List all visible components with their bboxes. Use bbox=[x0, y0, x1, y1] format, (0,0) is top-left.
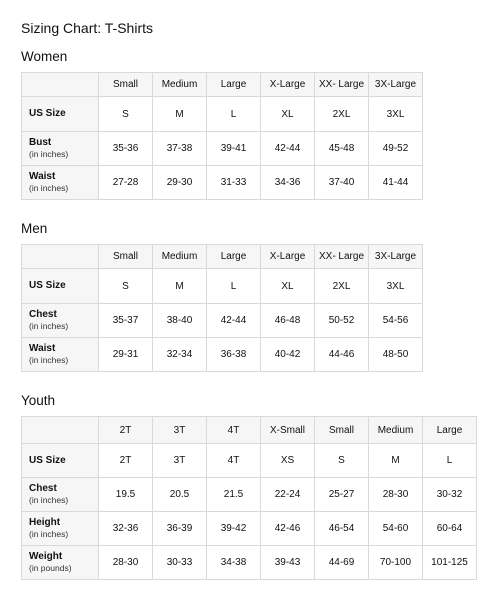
size-value-cell: 42-44 bbox=[207, 304, 261, 338]
section-title-men: Men bbox=[21, 221, 48, 236]
column-header: Large bbox=[207, 245, 261, 269]
size-value-cell: 45-48 bbox=[315, 132, 369, 166]
size-value-cell: 22-24 bbox=[261, 478, 315, 512]
size-value-cell: XS bbox=[261, 444, 315, 478]
size-value-cell: 3XL bbox=[369, 269, 423, 304]
row-label-cell bbox=[22, 166, 99, 200]
table-header-row bbox=[22, 417, 477, 444]
size-value-cell: 101-125 bbox=[423, 546, 477, 580]
table-row bbox=[22, 546, 477, 580]
size-value-cell: 50-52 bbox=[315, 304, 369, 338]
header-corner-cell bbox=[22, 417, 99, 444]
size-table-youth bbox=[21, 416, 477, 580]
row-label: US Size bbox=[29, 454, 66, 466]
table-row bbox=[22, 269, 423, 304]
size-value-cell: 28-30 bbox=[369, 478, 423, 512]
size-value-cell: 4T bbox=[207, 444, 261, 478]
size-value-cell: L bbox=[423, 444, 477, 478]
table-row bbox=[22, 97, 423, 132]
size-value-cell: 38-40 bbox=[153, 304, 207, 338]
size-value-cell: 46-54 bbox=[315, 512, 369, 546]
size-value-cell: 20.5 bbox=[153, 478, 207, 512]
column-header: Small bbox=[99, 73, 153, 97]
size-value-cell: 29-30 bbox=[153, 166, 207, 200]
size-value-cell: 2XL bbox=[315, 269, 369, 304]
page-title: Sizing Chart: T-Shirts bbox=[21, 20, 154, 36]
table-row bbox=[22, 132, 423, 166]
column-header: 3X-Large bbox=[369, 73, 423, 97]
table-row bbox=[22, 304, 423, 338]
size-value-cell: 34-36 bbox=[261, 166, 315, 200]
size-value-cell: 36-38 bbox=[207, 338, 261, 372]
size-value-cell: XL bbox=[261, 97, 315, 132]
size-table-women bbox=[21, 72, 423, 200]
size-value-cell: 39-41 bbox=[207, 132, 261, 166]
column-header: X-Small bbox=[261, 417, 315, 444]
size-value-cell: 32-36 bbox=[99, 512, 153, 546]
size-value-cell: 37-40 bbox=[315, 166, 369, 200]
size-value-cell: 39-43 bbox=[261, 546, 315, 580]
row-label: Chest bbox=[29, 309, 57, 320]
size-value-cell: 42-46 bbox=[261, 512, 315, 546]
size-value-cell: 34-38 bbox=[207, 546, 261, 580]
row-label: Waist bbox=[29, 171, 56, 182]
row-unit-label: (in inches) bbox=[29, 149, 69, 159]
row-unit-label: (in pounds) bbox=[29, 563, 72, 573]
size-table-men bbox=[21, 244, 423, 372]
column-header: 3T bbox=[153, 417, 207, 444]
size-value-cell: 60-64 bbox=[423, 512, 477, 546]
size-value-cell: 36-39 bbox=[153, 512, 207, 546]
size-value-cell: 35-36 bbox=[99, 132, 153, 166]
row-unit-label: (in inches) bbox=[29, 355, 69, 365]
size-value-cell: L bbox=[207, 97, 261, 132]
table-row bbox=[22, 338, 423, 372]
size-value-cell: 54-56 bbox=[369, 304, 423, 338]
row-label-cell bbox=[22, 338, 99, 372]
size-value-cell: 30-33 bbox=[153, 546, 207, 580]
row-label: Bust bbox=[29, 137, 52, 148]
size-value-cell: S bbox=[315, 444, 369, 478]
size-value-cell: 35-37 bbox=[99, 304, 153, 338]
column-header: Medium bbox=[369, 417, 423, 444]
column-header: XX- Large bbox=[315, 73, 369, 97]
row-unit-label: (in inches) bbox=[29, 495, 69, 505]
size-value-cell: 44-69 bbox=[315, 546, 369, 580]
size-value-cell: 3XL bbox=[369, 97, 423, 132]
column-header: Large bbox=[423, 417, 477, 444]
size-value-cell: 39-42 bbox=[207, 512, 261, 546]
size-value-cell: 3T bbox=[153, 444, 207, 478]
row-label-cell bbox=[22, 304, 99, 338]
row-label-cell bbox=[22, 546, 99, 580]
size-value-cell: S bbox=[99, 97, 153, 132]
column-header: X-Large bbox=[261, 73, 315, 97]
size-value-cell: 19.5 bbox=[99, 478, 153, 512]
size-value-cell: 40-42 bbox=[261, 338, 315, 372]
header-corner-cell bbox=[22, 73, 99, 97]
column-header: 3X-Large bbox=[369, 245, 423, 269]
size-value-cell: XL bbox=[261, 269, 315, 304]
row-label-cell bbox=[22, 132, 99, 166]
size-value-cell: 46-48 bbox=[261, 304, 315, 338]
row-label-cell bbox=[22, 97, 99, 132]
size-value-cell: 30-32 bbox=[423, 478, 477, 512]
size-value-cell: 21.5 bbox=[207, 478, 261, 512]
size-value-cell: 31-33 bbox=[207, 166, 261, 200]
table-row bbox=[22, 444, 477, 478]
table-header-row bbox=[22, 73, 423, 97]
size-value-cell: 41-44 bbox=[369, 166, 423, 200]
size-value-cell: 2T bbox=[99, 444, 153, 478]
column-header: Medium bbox=[153, 245, 207, 269]
section-title-women: Women bbox=[21, 49, 68, 64]
row-label-cell bbox=[22, 269, 99, 304]
row-label: Height bbox=[29, 517, 61, 528]
column-header: XX- Large bbox=[315, 245, 369, 269]
column-header: 2T bbox=[99, 417, 153, 444]
header-corner-cell bbox=[22, 245, 99, 269]
row-label: US Size bbox=[29, 280, 66, 291]
row-unit-label: (in inches) bbox=[29, 321, 69, 331]
section-title-youth: Youth bbox=[21, 393, 56, 408]
size-value-cell: 27-28 bbox=[99, 166, 153, 200]
table-header-row bbox=[22, 245, 423, 269]
row-unit-label: (in inches) bbox=[29, 529, 69, 539]
size-value-cell: M bbox=[369, 444, 423, 478]
size-value-cell: M bbox=[153, 97, 207, 132]
row-label-cell bbox=[22, 444, 99, 478]
size-value-cell: M bbox=[153, 269, 207, 304]
size-value-cell: 2XL bbox=[315, 97, 369, 132]
size-value-cell: 28-30 bbox=[99, 546, 153, 580]
size-value-cell: S bbox=[99, 269, 153, 304]
column-header: Medium bbox=[153, 73, 207, 97]
table-row bbox=[22, 166, 423, 200]
size-value-cell: 29-31 bbox=[99, 338, 153, 372]
column-header: 4T bbox=[207, 417, 261, 444]
row-unit-label: (in inches) bbox=[29, 183, 69, 193]
size-value-cell: 70-100 bbox=[369, 546, 423, 580]
size-value-cell: 25-27 bbox=[315, 478, 369, 512]
row-label: Chest bbox=[29, 483, 57, 494]
row-label: US Size bbox=[29, 108, 66, 119]
column-header: Small bbox=[315, 417, 369, 444]
size-value-cell: 44-46 bbox=[315, 338, 369, 372]
row-label: Waist bbox=[29, 343, 56, 354]
column-header: X-Large bbox=[261, 245, 315, 269]
size-value-cell: 37-38 bbox=[153, 132, 207, 166]
size-value-cell: 49-52 bbox=[369, 132, 423, 166]
size-value-cell: 48-50 bbox=[369, 338, 423, 372]
table-row bbox=[22, 478, 477, 512]
table-row bbox=[22, 512, 477, 546]
size-value-cell: 32-34 bbox=[153, 338, 207, 372]
column-header: Small bbox=[99, 245, 153, 269]
row-label: Weight bbox=[29, 551, 63, 562]
row-label-cell bbox=[22, 478, 99, 512]
row-label-cell bbox=[22, 512, 99, 546]
size-value-cell: L bbox=[207, 269, 261, 304]
size-value-cell: 42-44 bbox=[261, 132, 315, 166]
size-value-cell: 54-60 bbox=[369, 512, 423, 546]
column-header: Large bbox=[207, 73, 261, 97]
